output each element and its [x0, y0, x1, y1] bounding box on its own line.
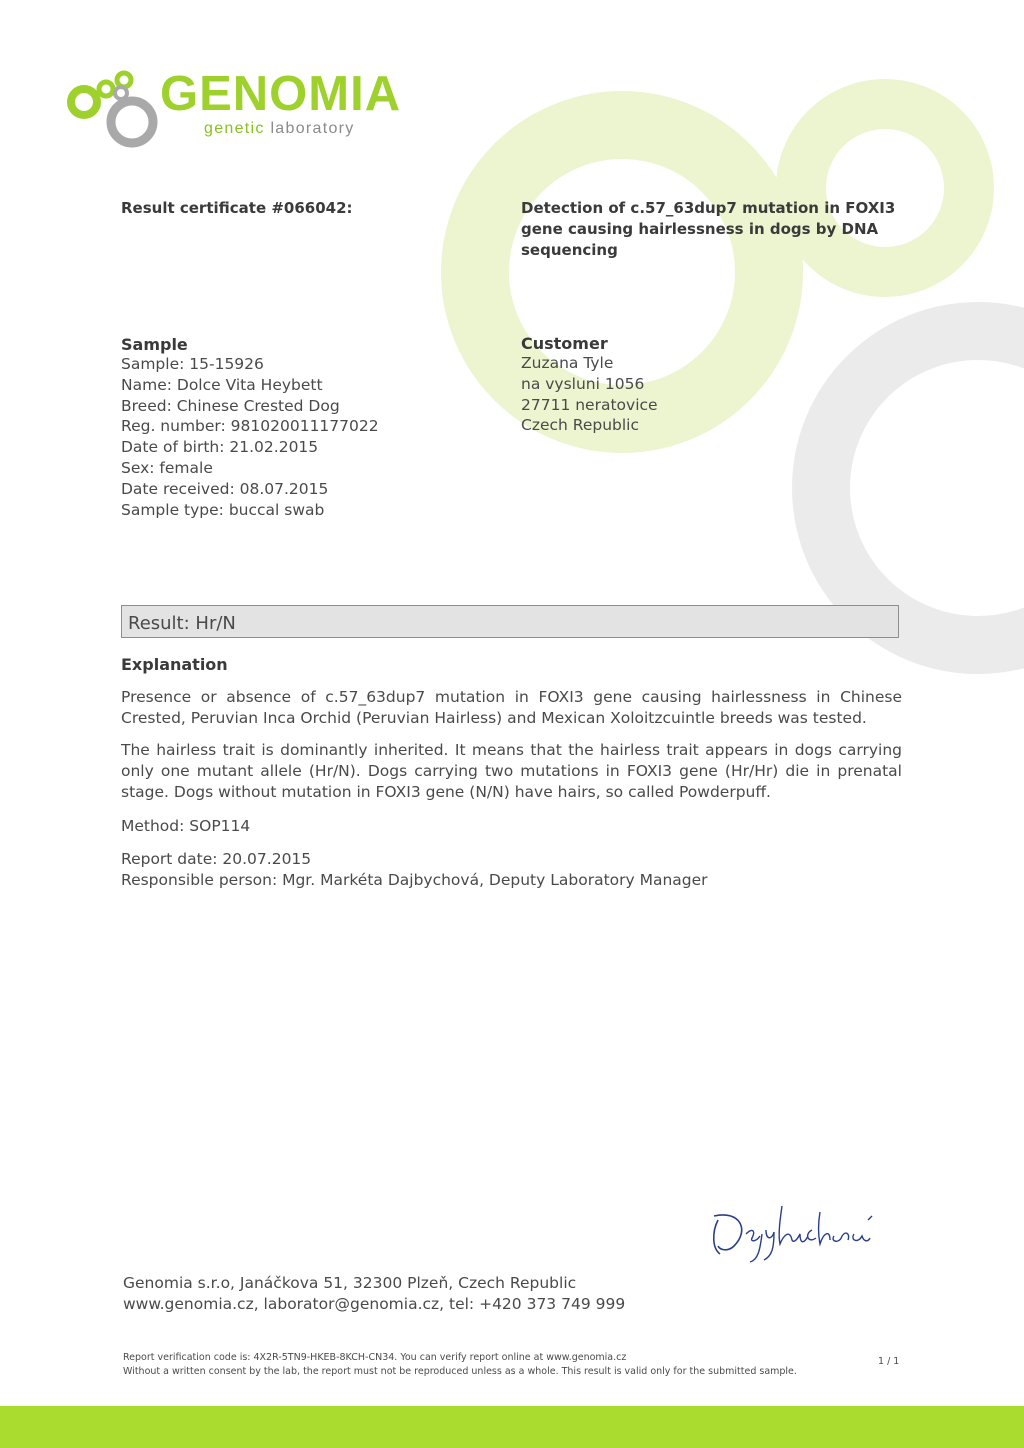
sample-line: Sample: 15-15926 [121, 355, 264, 373]
ring-right-gray [821, 331, 1024, 645]
logo-tagline-genetic: genetic [204, 120, 265, 137]
sample-block [121, 335, 379, 520]
customer-heading: Customer [521, 334, 608, 353]
logo-circles-icon [66, 66, 162, 154]
sample-line: Breed: Chinese Crested Dog [121, 396, 340, 415]
customer-line: Czech Republic [521, 416, 640, 435]
method-line: Method: SOP114 [121, 817, 251, 835]
responsible-person: Responsible person: Mgr. Markéta Dajbychová, Deputy Laboratory Manager [121, 870, 708, 889]
report-info [121, 849, 708, 891]
explanation-paragraph-2: The hairless trait is dominantly inherited. It means that the hairless trait appears in dogs carrying only one mutant allele (Hr/N). Dogs carrying two mutations in FOXI3 gene (Hr/Hr) die in prenatal stage. Dogs without mutation in FOXI3 gene (N/N) have hairs, so called Powderpuff. [121, 741, 902, 801]
sample-line: Date of birth: 21.02.2015 [121, 438, 319, 457]
customer-line: Zuzana Tyle [521, 354, 614, 372]
customer-line: 27711 neratovice [521, 395, 658, 414]
sample-line: Sample type: buccal swab [121, 500, 325, 519]
sample-line: Date received: 08.07.2015 [121, 479, 329, 498]
bottom-color-bar [0, 1406, 1024, 1448]
footer-notes [123, 1351, 797, 1379]
explanation-paragraph-1: Presence or absence of c.57_63dup7 mutation in FOXI3 gene causing hairlessness in Chinese Crested, Peruvian Inca Orchid (Peruvian Hairless) and Mexican Xoloitzcuintle breeds was tested. [121, 688, 902, 727]
report-date: Report date: 20.07.2015 [121, 850, 312, 868]
logo-tagline [204, 120, 355, 138]
signature-icon [700, 1190, 890, 1265]
explanation-heading: Explanation [121, 655, 228, 674]
footer-address: Genomia s.r.o, Janáčkova 51, 32300 Plzeň, Czech Republic [123, 1274, 577, 1292]
sample-heading: Sample [121, 335, 188, 354]
customer-line: na vysluni 1056 [521, 374, 645, 393]
result-value: Result: Hr/N [128, 613, 236, 634]
test-title: Detection of c.57_63dup7 mutation in FOXI3 gene causing hairlessness in dogs by DNA sequencing [521, 199, 896, 259]
verification-note: Report verification code is: 4X2R-5TN9-HKEB-8KCH-CN34. You can verify report online at www.genomia.cz [123, 1352, 627, 1363]
customer-block [521, 334, 658, 436]
footer-contact: www.genomia.cz, laborator@genomia.cz, tel: +420 373 749 999 [123, 1295, 626, 1313]
logo-tagline-laboratory: laboratory [270, 120, 355, 137]
sample-line: Name: Dolce Vita Heybett [121, 375, 323, 394]
sample-line: Sex: female [121, 458, 213, 477]
page-number: 1 / 1 [878, 1356, 900, 1367]
logo-wordmark: GENOMIA [160, 67, 402, 121]
result-box [121, 605, 899, 638]
disclaimer-note: Without a written consent by the lab, the report must not be reproduced unless as a whole. This result is valid only for the submitted sample. [123, 1366, 797, 1377]
signature [700, 1190, 890, 1269]
sample-line: Reg. number: 981020011177022 [121, 417, 379, 436]
footer-address-block [123, 1273, 625, 1315]
certificate-title: Result certificate #066042: [121, 199, 353, 217]
